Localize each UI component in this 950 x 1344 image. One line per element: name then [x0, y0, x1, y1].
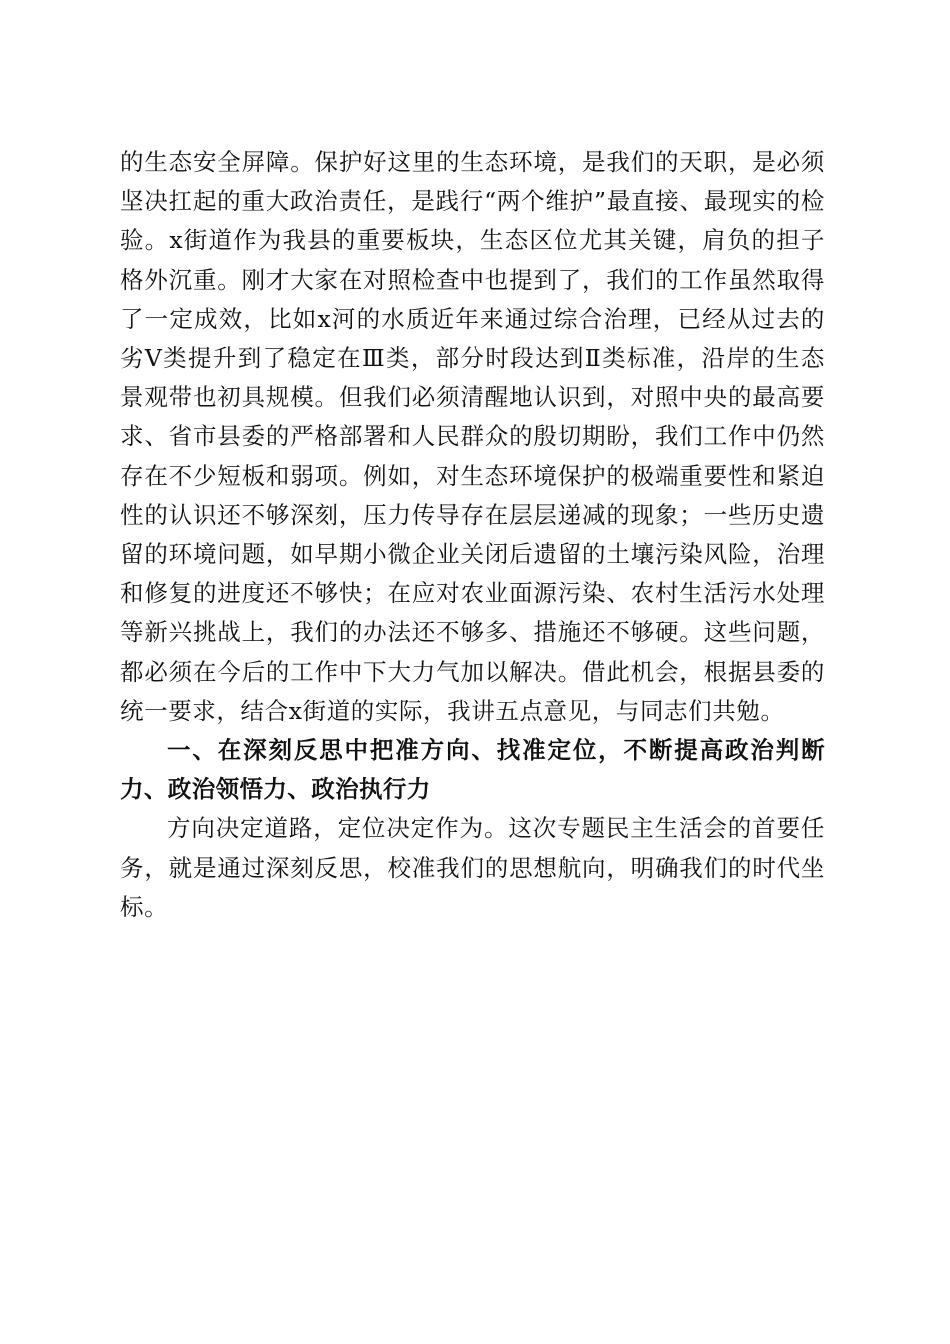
body-paragraph-section-1: 方向决定道路，定位决定作为。这次专题民主生活会的首要任务，就是通过深刻反思，校准我们的思想航向，明确我们的时代坐标。	[120, 814, 825, 921]
body-paragraph-continued: 的生态安全屏障。保护好这里的生态环境，是我们的天职，是必须坚决扛起的重大政治责任，是践行“两个维护”最直接、最现实的检验。x街道作为我县的重要板块，生态区位尤其关键，肩负的担子格外沉重。刚才大家在对照检查中也提到了，我们的工作虽然取得了一定成效，比如x河的水质近年来通过综合治理，已经从过去的劣Ⅴ类提升到了稳定在Ⅲ类，部分时段达到Ⅱ类标准，沿岸的生态景观带也初具规模。但我们必须清醒地认识到，对照中央的最高要求、省市县委的严格部署和人民群众的殷切期盼，我们工作中仍然存在不少短板和弱项。例如，对生态环境保护的极端重要性和紧迫性的认识还不够深刻，压力传导存在层层递减的现象；一些历史遗留的环境问题，如早期小微企业关闭后遗留的土壤污染风险，治理和修复的进度还不够快；在应对农业面源污染、农村生活污水处理等新兴挑战上，我们的办法还不够多、措施还不够硬。这些问题，都必须在今后的工作中下大力气加以解决。借此机会，根据县委的统一要求，结合x街道的实际，我讲五点意见，与同志们共勉。	[120, 148, 825, 725]
section-heading-1: 一、在深刻反思中把准方向、找准定位，不断提高政治判断力、政治领悟力、政治执行力	[120, 736, 825, 804]
document-body	[120, 143, 825, 927]
